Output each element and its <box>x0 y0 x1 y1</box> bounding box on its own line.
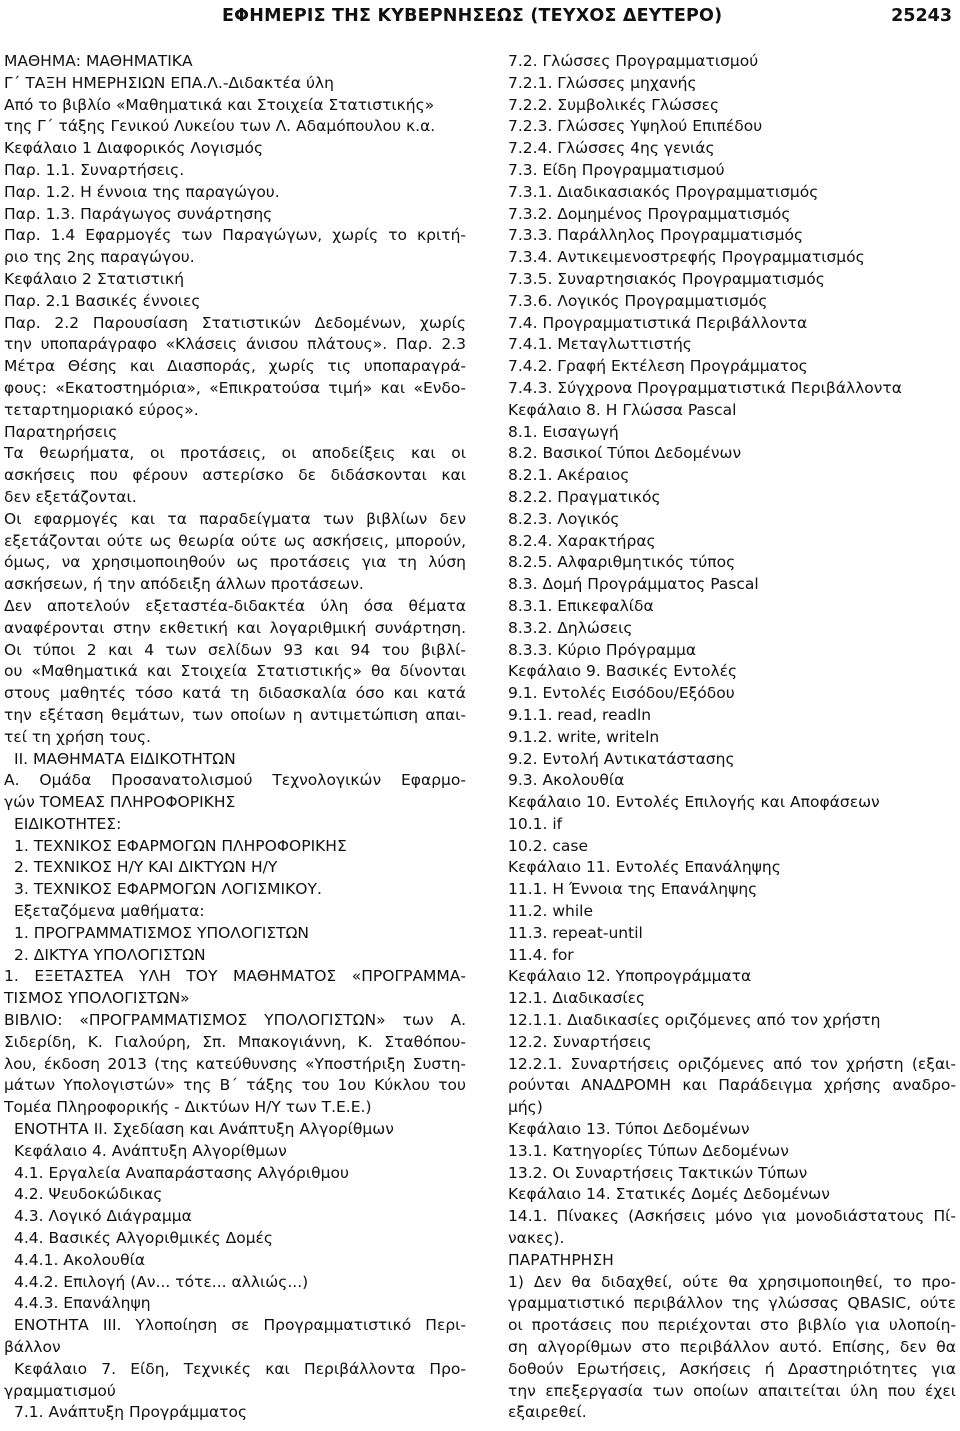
text-line: Κεφάλαιο 12. Υποπρογράμματα <box>508 967 752 986</box>
text-line: 8.2.2. Πραγματικός <box>508 487 661 506</box>
text-line: γραμματισμού <box>4 1381 116 1400</box>
text-line: 11.3. repeat-until <box>508 923 643 942</box>
text-line: ΕΝΟΤΗΤΑ ΙΙ. Σχεδίαση και Ανάπτυξη Αλγορίθμων <box>14 1120 394 1139</box>
text-line: στους μαθητές τόσο κατά τη διδασκαλία όσο και κατά <box>4 684 466 703</box>
text-line: 1. ΠΡΟΓΡΑΜΜΑΤΙΣΜΟΣ ΥΠΟΛΟΓΙΣΤΩΝ <box>14 923 310 942</box>
text-line: γών ΤΟΜΕΑΣ ΠΛΗΡΟΦΟΡΙΚΗΣ <box>4 793 236 812</box>
text-line: Κεφάλαιο 11. Εντολές Επανάληψης <box>508 858 781 877</box>
text-line: 11.4. for <box>508 945 574 964</box>
text-line: 9.1. Εντολές Εισόδου/Εξόδου <box>508 684 735 703</box>
text-line: Οι εφαρμογές και τα παραδείγματα των βιβλίων δεν <box>4 509 466 528</box>
text-line: Κεφάλαιο 1 Διαφορικός Λογισμός <box>4 139 264 158</box>
text-line: 1) Δεν θα διδαχθεί, ούτε θα χρησιμοποιηθεί, το προ- <box>508 1272 956 1291</box>
text-line: την εξέταση θεμάτων, των οποίων η αντιμετώπιση απαι- <box>4 705 466 724</box>
text-line: 8.1. Εισαγωγή <box>508 422 619 441</box>
text-line: 7.2. Γλώσσες Προγραμματισμού <box>508 52 759 70</box>
text-line: δεν εξετάζονται. <box>4 487 137 506</box>
text-line: αναφέρονται στην εκθετική και λογαριθμική συνάρτηση. <box>4 618 466 637</box>
text-line: νακες). <box>508 1229 565 1248</box>
text-line: Εξεταζόμενα μαθήματα: <box>14 902 205 921</box>
text-line: ση αλγορίθμων στο περιβάλλον αυτό. Επίσης, δεν θα <box>508 1338 956 1357</box>
page-header <box>0 0 960 40</box>
text-line: ΠΑΡΑΤΗΡΗΣΗ <box>508 1250 614 1269</box>
text-line: ασκήσεων, ή την απόδειξη άλλων προτάσεων. <box>4 575 364 594</box>
text-line: 8.2.5. Αλφαριθμητικός τύπος <box>508 553 736 572</box>
right-column <box>508 51 956 1424</box>
text-line: Κεφάλαιο 13. Τύποι Δεδομένων <box>508 1120 750 1139</box>
text-line: 7.2.4. Γλώσσες 4ης γενιάς <box>508 139 715 158</box>
text-line: γραμματιστικό περιβάλλον της γλώσσας QBASIC, ούτε <box>508 1294 956 1313</box>
text-line: 7.3.4. Αντικειμενοστρεφής Προγραμματισμός <box>508 248 865 267</box>
text-line: Κεφάλαιο 8. Η Γλώσσα Pascal <box>508 400 737 419</box>
text-line: 7.3.2. Δομημένος Προγραμματισμός <box>508 204 791 223</box>
text-line: 8.3.1. Επικεφαλίδα <box>508 596 654 615</box>
text-line: Παρ. 1.2. Η έννοια της παραγώγου. <box>4 182 280 201</box>
text-line: Δεν αποτελούν εξεταστέα-διδακτέα ύλη όσα θέματα <box>4 596 466 615</box>
text-line: 7.2.3. Γλώσσες Υψηλού Επιπέδου <box>508 117 763 136</box>
text-line: 7.2.1. Γλώσσες μηχανής <box>508 73 697 92</box>
text-line: όμως, να χρησιμοποιηθούν ως προτάσεις για τη λύση <box>4 553 466 572</box>
text-line: Παρ. 1.3. Παράγωγος συνάρτησης <box>4 204 273 223</box>
text-line: 7.2.2. Συμβολικές Γλώσσες <box>508 95 720 114</box>
text-line: 12.2. Συναρτήσεις <box>508 1032 652 1051</box>
text-line: 7.4.1. Μεταγλωττιστής <box>508 335 692 354</box>
text-line: ασκήσεις που φέρουν αστερίσκο δε διδάσκονται και <box>4 466 466 485</box>
text-line: της Γ΄ τάξης Γενικού Λυκείου των Λ. Αδαμόπουλου κ.α. <box>4 117 436 136</box>
text-line: 4.4. Βασικές Αλγοριθμικές Δομές <box>14 1229 274 1248</box>
text-line: μής) <box>508 1098 543 1117</box>
text-line: φους: «Εκατοστημόρια», «Επικρατούσα τιμή» και «Ενδο- <box>4 378 466 397</box>
text-line: 8.2.3. Λογικός <box>508 509 620 528</box>
text-line: 10.2. case <box>508 836 588 855</box>
text-line: ΜΑΘΗΜΑ: ΜΑΘΗΜΑΤΙΚΑ <box>4 52 193 70</box>
page-number: 25243 <box>891 6 952 26</box>
text-line: ρούνται ΑΝΑΔΡΟΜΗ και Παράδειγμα χρήσης αναδρο- <box>508 1076 956 1095</box>
text-line: 7.3.1. Διαδικασιακός Προγραμματισμός <box>508 182 819 201</box>
text-line: Γ΄ ΤΑΞΗ ΗΜΕΡΗΣΙΩΝ ΕΠΑ.Λ.-Διδακτέα ύλη <box>4 73 334 92</box>
text-line: 7.3.6. Λογικός Προγραμματισμός <box>508 291 768 310</box>
text-line: ΙΙ. ΜΑΘΗΜΑΤΑ ΕΙΔΙΚΟΤΗΤΩΝ <box>14 749 236 768</box>
text-line: Από το βιβλίο «Μαθηματικά και Στοιχεία Στατιστικής» <box>4 95 435 114</box>
text-line: τεί τη χρήση τους. <box>4 727 151 746</box>
text-line: ου «Μαθηματικά και Στοιχεία Στατιστικής» θα δίνονται <box>4 662 466 681</box>
text-line: οι προτάσεις που περιέχονται στο βιβλίο για υλοποίη- <box>508 1316 956 1335</box>
text-line: 9.1.1. read, readln <box>508 705 652 724</box>
text-line: εξετάζονται ούτε ως θεωρία ούτε ως ασκήσεις, μπορούν, <box>4 531 466 550</box>
text-line: Κεφάλαιο 9. Βασικές Εντολές <box>508 662 738 681</box>
text-line: Κεφάλαιο 14. Στατικές Δομές Δεδομένων <box>508 1185 830 1204</box>
text-line: εξαιρεθεί. <box>508 1403 587 1422</box>
text-line: 7.1. Ανάπτυξη Προγράμματος <box>14 1403 248 1422</box>
text-line: Τομέα Πληροφορικής - Δικτύων Η/Υ των Τ.Ε.Ε.) <box>4 1098 372 1117</box>
text-line: Παρ. 1.1. Συναρτήσεις. <box>4 160 185 179</box>
text-line: λου, έκδοση 2013 (της κατεύθυνσης «Υποστήριξη Συστη- <box>4 1054 466 1073</box>
text-line: 8.3. Δομή Προγράμματος Pascal <box>508 575 759 594</box>
text-line: 10.1. if <box>508 814 563 833</box>
text-line: Παρ. 2.2 Παρουσίαση Στατιστικών Δεδομένων, χωρίς <box>4 313 466 332</box>
left-column <box>4 51 466 1424</box>
text-line: 13.1. Κατηγορίες Τύπων Δεδομένων <box>508 1141 789 1160</box>
text-line: 7.3.5. Συναρτησιακός Προγραμματισμός <box>508 269 825 288</box>
text-line: 8.2.1. Ακέραιος <box>508 466 630 485</box>
text-line: Παρ. 2.1 Βασικές έννοιες <box>4 291 201 310</box>
text-line: 7.3.3. Παράλληλος Προγραμματισμός <box>508 226 804 245</box>
text-line: 8.2. Βασικοί Τύποι Δεδομένων <box>508 444 742 463</box>
text-line: 4.4.3. Επανάληψη <box>14 1294 151 1313</box>
text-line: 8.2.4. Χαρακτήρας <box>508 531 656 550</box>
text-line: μάτων Υπολογιστών» της Β΄ τάξης του 1ου Κύκλου του <box>4 1076 466 1095</box>
text-line: τεταρτημοριακό εύρος». <box>4 400 199 419</box>
text-line: Παρ. 1.4 Εφαρμογές των Παραγώγων, χωρίς το κριτή- <box>4 226 466 245</box>
text-line: 4.4.1. Ακολουθία <box>14 1250 146 1269</box>
text-line: ριο της 2ης παραγώγου. <box>4 248 195 267</box>
text-line: 11.1. Η Έννοια της Επανάληψης <box>508 880 758 899</box>
text-line: 4.2. Ψευδοκώδικας <box>14 1185 163 1204</box>
gazette-title: ΕΦΗΜΕΡΙΣ ΤΗΣ ΚΥΒΕΡΝΗΣΕΩΣ (ΤΕΥΧΟΣ ΔΕΥΤΕΡΟ) <box>222 6 723 26</box>
text-line: 14.1. Πίνακες (Ασκήσεις μόνο για μονοδιάστατους Πί- <box>508 1207 956 1226</box>
text-line: 7.4.2. Γραφή Εκτέλεση Προγράμματος <box>508 357 808 376</box>
text-line: βάλλον <box>4 1338 61 1357</box>
text-line: Οι τύποι 2 και 4 των σελίδων 93 και 94 του βιβλί- <box>4 640 466 659</box>
text-line: 2. ΔΙΚΤΥΑ ΥΠΟΛΟΓΙΣΤΩΝ <box>14 945 206 964</box>
text-line: ΤΙΣΜΟΣ ΥΠΟΛΟΓΙΣΤΩΝ» <box>4 989 190 1008</box>
text-line: 9.2. Εντολή Αντικατάστασης <box>508 749 735 768</box>
text-line: 12.1. Διαδικασίες <box>508 989 646 1008</box>
text-line: 7.4. Προγραμματιστικά Περιβάλλοντα <box>508 313 808 332</box>
text-line: ΕΝΟΤΗΤΑ ΙΙΙ. Υλοποίηση σε Προγραμματιστικό Περι- <box>14 1316 466 1335</box>
text-line: 13.2. Οι Συναρτήσεις Τακτικών Τύπων <box>508 1163 808 1182</box>
text-line: 4.4.2. Επιλογή (Αν... τότε... αλλιώς...) <box>14 1272 309 1291</box>
text-line: 1. ΤΕΧΝΙΚΟΣ ΕΦΑΡΜΟΓΩΝ ΠΛΗΡΟΦΟΡΙΚΗΣ <box>14 836 347 855</box>
text-line: 7.4.3. Σύγχρονα Προγραμματιστικά Περιβάλλοντα <box>508 378 902 397</box>
text-line: 9.1.2. write, writeln <box>508 727 660 746</box>
text-line: ΒΙΒΛΙΟ: «ΠΡΟΓΡΑΜΜΑΤΙΣΜΟΣ ΥΠΟΛΟΓΙΣΤΩΝ» των Α. <box>4 1011 466 1030</box>
text-line: 12.2.1. Συναρτήσεις οριζόμενες από τον χρήστη (εξαι- <box>508 1054 956 1073</box>
text-line: 4.3. Λογικό Διάγραμμα <box>14 1207 192 1226</box>
text-line: Κεφάλαιο 2 Στατιστική <box>4 269 185 288</box>
text-line: 12.1.1. Διαδικασίες οριζόμενες από τον χρήστη <box>508 1011 881 1030</box>
text-line: Μέτρα Θέσης και Διασποράς, χωρίς τις υποπαραγρά- <box>4 357 466 376</box>
text-line: 7.3. Είδη Προγραμματισμού <box>508 160 725 179</box>
text-line: Σιδερίδη, Κ. Γιαλούρη, Σπ. Μπακογιάννη, Κ. Σταθόπου- <box>4 1032 466 1051</box>
text-line: 11.2. while <box>508 902 594 921</box>
text-line: Α. Ομάδα Προσανατολισμού Τεχνολογικών Εφαρμο- <box>4 771 466 790</box>
text-line: 1. ΕΞΕΤΑΣΤΕΑ ΥΛΗ ΤΟΥ ΜΑΘΗΜΑΤΟΣ «ΠΡΟΓΡΑΜΜΑ- <box>4 967 466 986</box>
text-line: Τα θεωρήματα, οι προτάσεις, οι αποδείξεις και οι <box>4 444 466 463</box>
text-line: την υποπαράγραφο «Κλάσεις άνισου πλάτους». Παρ. 2.3 <box>4 335 466 354</box>
text-line: δοθούν Ερωτήσεις, Ασκήσεις ή Δραστηριότητες για <box>508 1359 956 1378</box>
text-line: 4.1. Εργαλεία Αναπαράστασης Αλγόριθμου <box>14 1163 349 1182</box>
text-line: 2. ΤΕΧΝΙΚΟΣ Η/Υ ΚΑΙ ΔΙΚΤΥΩΝ Η/Υ <box>14 858 278 877</box>
text-line: Παρατηρήσεις <box>4 422 118 441</box>
text-line: Κεφάλαιο 4. Ανάπτυξη Αλγορίθμων <box>14 1141 287 1160</box>
text-line: 9.3. Ακολουθία <box>508 771 625 790</box>
text-line: την επεξεργασία των οποίων απαιτείται ύλη που έχει <box>508 1381 956 1400</box>
text-line: Κεφάλαιο 10. Εντολές Επιλογής και Αποφάσεων <box>508 793 880 812</box>
text-line: Κεφάλαιο 7. Είδη, Τεχνικές και Περιβάλλοντα Προ- <box>14 1359 466 1378</box>
text-line: ΕΙΔΙΚΟΤΗΤΕΣ: <box>14 814 122 833</box>
text-line: 8.3.2. Δηλώσεις <box>508 618 633 637</box>
text-line: 8.3.3. Κύριο Πρόγραμμα <box>508 640 697 659</box>
text-line: 3. ΤΕΧΝΙΚΟΣ ΕΦΑΡΜΟΓΩΝ ΛΟΓΙΣΜΙΚΟΥ. <box>14 880 322 899</box>
